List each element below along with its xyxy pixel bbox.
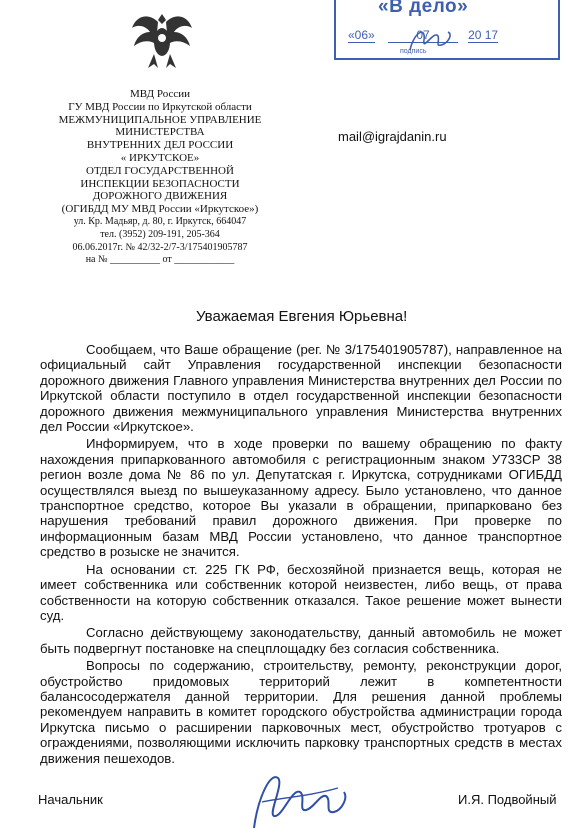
header-line: ОТДЕЛ ГОСУДАРСТВЕННОЙ xyxy=(86,164,234,177)
paragraph: На основании ст. 225 ГК РФ, бесхозяйной признается вещь, которая не имеет собственника или собственник которой неизвестен, либо вещь, от права собственности на которую собственник отказался. Такое решение может вынести суд. xyxy=(40,561,562,623)
header-line: МЕЖМУНИЦИПАЛЬНОЕ УПРАВЛЕНИЕ xyxy=(58,113,262,126)
header-incoming-ref: на № __________ от ____________ xyxy=(85,254,235,266)
stamp-year: 20 17 xyxy=(468,28,499,42)
paragraph: Вопросы по содержанию, строительству, ремонту, реконструкции дорог, обустройство придомовых территорий лежит в компетентности балансосодержателя данной территории. Для решения данной проблемы рекомендуем направить в комитет городского обустройства администрации города Иркутска письмо о расширении парковочных мест, обустройство тротуаров с ограждениями, позволяющими исключить парковку транспортных средств в местах движения пешеходов. xyxy=(40,658,562,766)
header-line: ДОРОЖНОГО ДВИЖЕНИЯ xyxy=(92,190,228,203)
letterhead xyxy=(44,88,276,267)
header-line: (ОГИБДД МУ МВД России «Иркутское») xyxy=(61,203,259,216)
header-reference: 06.06.2017г. № 42/32-2/7-3/175401905787 xyxy=(72,241,248,253)
header-phone: тел. (3952) 209-191, 205-364 xyxy=(100,228,220,240)
handwritten-signature xyxy=(240,758,360,838)
header-address: ул. Кр. Мадьяр, д. 80, г. Иркутск, 664047 xyxy=(73,215,247,227)
header-line: МИНИСТЕРСТВА xyxy=(115,126,205,139)
header-line: « ИРКУТСКОЕ» xyxy=(120,151,200,164)
paragraph: Согласно действующему законодательству, данный автомобиль не может быть подвергнут постановке на спецплощадку без согласия собственника. xyxy=(40,625,562,656)
stamp-day: «06» xyxy=(348,28,375,42)
signer-position: Начальник xyxy=(38,792,103,807)
stamp-title: «В дело» xyxy=(378,0,469,17)
registration-stamp xyxy=(334,0,560,60)
mvd-emblem-icon xyxy=(128,8,196,72)
header-line: ИНСПЕКЦИИ БЕЗОПАСНОСТИ xyxy=(80,177,240,190)
greeting: Уважаемая Евгения Юрьевна! xyxy=(196,308,408,325)
stamp-month: 07 xyxy=(388,28,458,43)
recipient-email: mail@igrajdanin.ru xyxy=(338,129,447,144)
letter-body xyxy=(40,342,562,768)
signer-name: И.Я. Подвойный xyxy=(458,792,557,807)
header-line: ГУ МВД России по Иркутской области xyxy=(68,100,252,113)
header-line: МВД России xyxy=(129,88,191,100)
stamp-signature-caption: подпись xyxy=(400,48,427,55)
header-line: ВНУТРЕННИХ ДЕЛ РОССИИ xyxy=(86,139,234,152)
paragraph: Информируем, что в ходе проверки по вашему обращению по факту нахождения припаркованного автомобиля с регистрационным знаком У733СР 38 регион возле дома № 86 по ул. Депутатская г. Иркутска, сотрудниками ОГИБДД осуществлялся выезд по вышеуказанному адресу. Было установлено, что данное транспортное средство, которое Вы указали в обращении, припарковано без нарушения требований правил дорожного движения. При проверке по информационным базам МВД России установлено, что данное транспортное средство в розыске не значится. xyxy=(40,436,562,560)
paragraph: Сообщаем, что Ваше обращение (рег. № 3/175401905787), направленное на официальный сайт Управления государственной инспекции безопасности дорожного движения Главного управления Министерства внутренних дел России по Иркутской области поступило в отдел государственной инспекции безопасности дорожного движения межмуниципального управления Министерства внутренних дел России «Иркутское». xyxy=(40,342,562,435)
